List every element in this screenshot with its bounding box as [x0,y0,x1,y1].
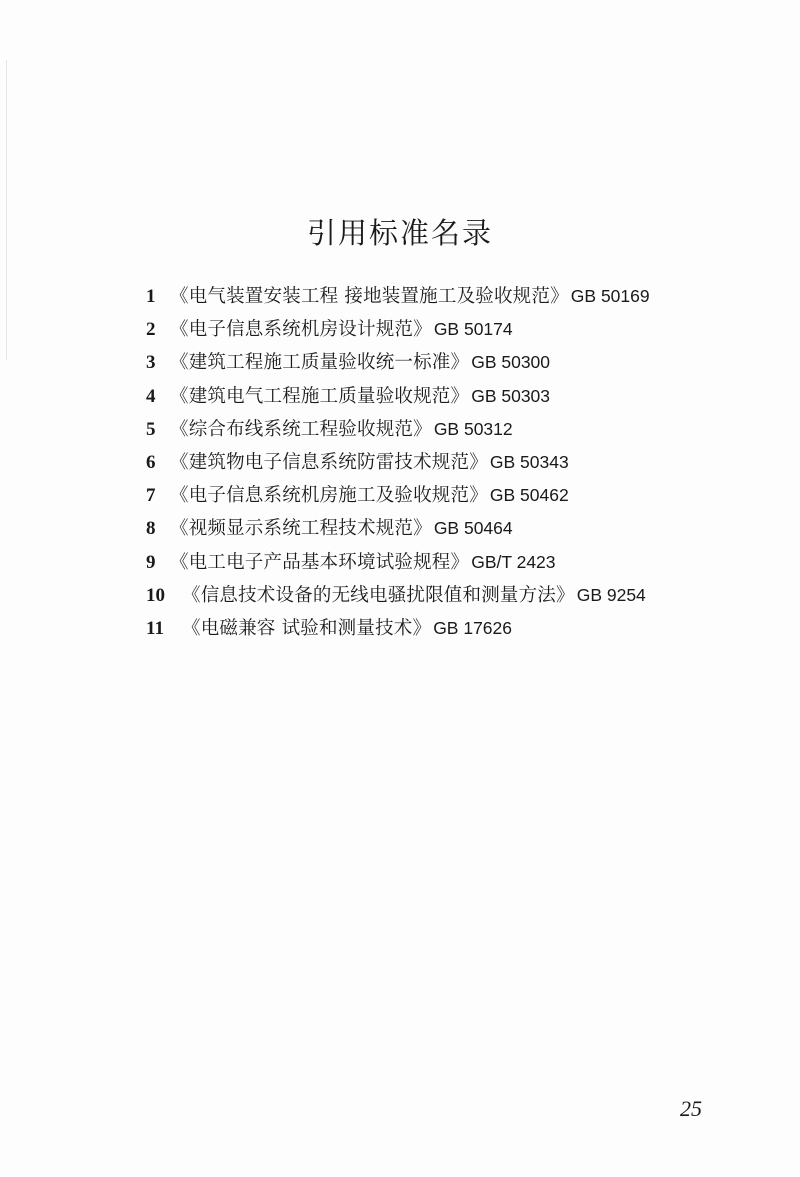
reference-title: 《信息技术设备的无线电骚扰限值和测量方法》 [182,584,575,606]
reference-code: GB 50174 [433,319,513,340]
page-number: 25 [680,1096,702,1121]
list-item [146,315,786,348]
reference-title: 《电工电子产品基本环境试验规程》 [170,551,470,573]
reference-code: GB 9254 [576,584,646,605]
list-item [146,382,786,415]
list-item [146,548,786,581]
reference-code: GB 50343 [489,451,569,472]
reference-title: 《电气装置安装工程 接地装置施工及验收规范》 [170,286,569,307]
reference-code: GB/T 2423 [471,551,556,572]
list-item [146,481,786,514]
list-item [146,514,786,547]
reference-title: 《建筑电气工程施工质量验收规范》 [170,385,470,407]
reference-number: 8 [146,518,156,540]
reference-title: 《电子信息系统机房设计规范》 [170,319,432,341]
reference-number: 1 [146,286,156,307]
reference-title: 《电磁兼容 试验和测量技术》 [182,617,432,639]
reference-number: 10 [146,584,165,606]
reference-code: GB 50462 [489,485,569,506]
reference-code: GB 50303 [471,385,551,406]
reference-number: 9 [146,551,156,573]
reference-code: GB 50300 [471,352,551,373]
list-item [146,448,786,481]
list-item [146,614,786,647]
reference-number: 2 [146,319,156,341]
reference-number: 6 [146,451,156,473]
reference-title: 《建筑工程施工质量验收统一标准》 [170,352,470,374]
reference-code: GB 17626 [433,617,512,638]
reference-code: GB 50169 [570,286,650,306]
reference-code: GB 50312 [433,418,513,439]
reference-title: 《视频显示系统工程技术规范》 [170,518,432,540]
reference-number: 3 [146,352,156,374]
page-title: 引用标准名录 [306,216,493,251]
reference-title: 《综合布线系统工程验收规范》 [170,418,432,440]
list-item [146,282,786,315]
reference-title: 《电子信息系统机房施工及验收规范》 [170,485,488,507]
reference-list [146,282,786,647]
reference-title: 《建筑物电子信息系统防雷技术规范》 [170,451,488,473]
reference-number: 4 [146,385,156,407]
reference-number: 5 [146,418,156,440]
reference-code: GB 50464 [433,518,513,539]
list-item [146,581,786,614]
scan-edge-mark [6,60,7,360]
list-item [146,348,786,381]
reference-number: 11 [146,617,164,639]
reference-number: 7 [146,485,156,507]
list-item [146,415,786,448]
